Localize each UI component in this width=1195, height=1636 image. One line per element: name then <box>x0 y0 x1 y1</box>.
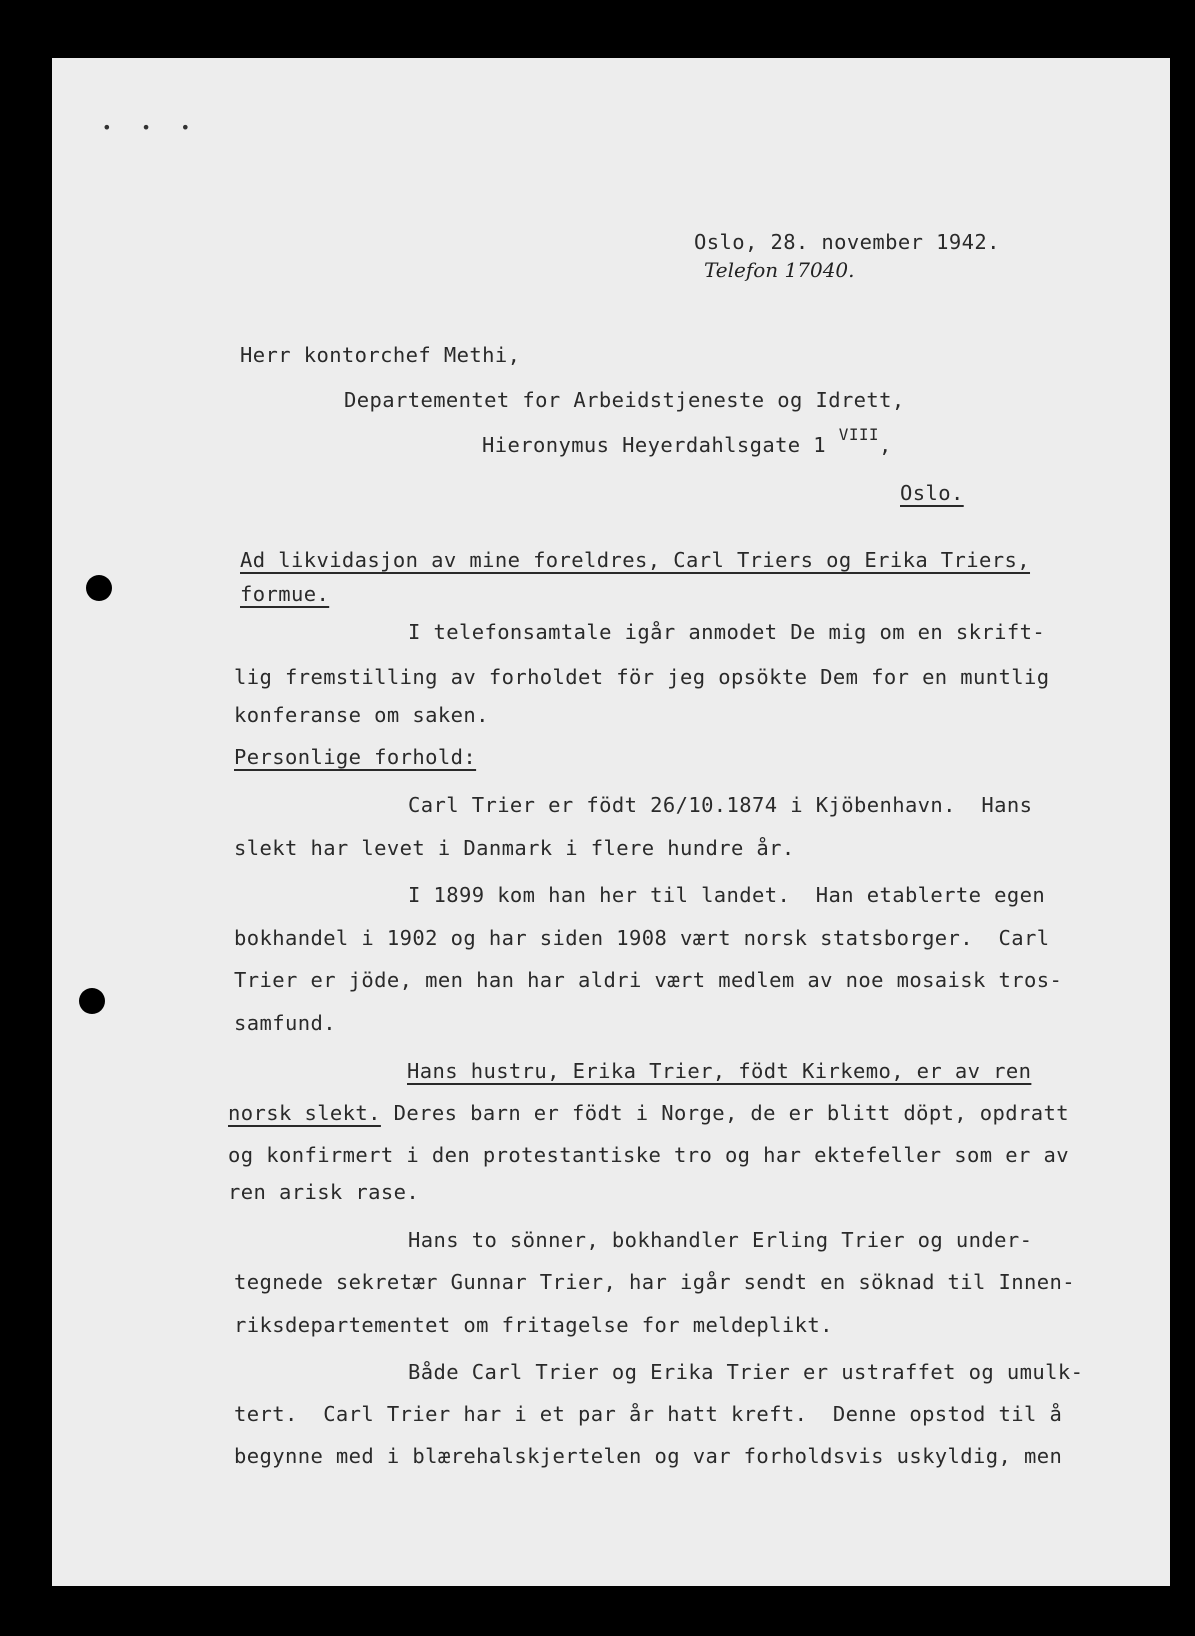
addressee-name: Herr kontorchef Methi, <box>240 343 521 367</box>
paragraph-line: lig fremstilling av forholdet för jeg opsökte Dem for en muntlig <box>234 665 1050 689</box>
paragraph-line: Trier er jöde, men han har aldri vært medlem av noe mosaisk tros- <box>234 968 1063 992</box>
paragraph-line: riksdepartementet om fritagelse for meldeplikt. <box>234 1313 833 1337</box>
section-heading: Personlige forhold: <box>234 745 477 769</box>
date-line: Oslo, 28. november 1942. <box>694 230 1000 254</box>
addressee-street: Hieronymus Heyerdahlsgate 1 $^{VIII}$, <box>482 425 892 457</box>
handwritten-phone-note: Telefon 17040. <box>704 258 855 282</box>
paragraph-line: Carl Trier er födt 26/10.1874 i Kjöbenhavn. Hans <box>408 793 1033 817</box>
paragraph-line: I 1899 kom han her til landet. Han etablerte egen <box>408 883 1046 907</box>
paragraph-line: og konfirmert i den protestantiske tro og har ektefeller som er av <box>228 1143 1069 1167</box>
addressee-department: Departementet for Arbeidstjeneste og Idrett, <box>344 388 905 412</box>
paragraph-line: slekt har levet i Danmark i flere hundre år. <box>234 836 795 860</box>
punch-hole <box>79 988 105 1014</box>
paragraph-line: Hans hustru, Erika Trier, födt Kirkemo, er av ren <box>407 1059 1032 1083</box>
paragraph-line: begynne med i blærehalskjertelen og var forholdsvis uskyldig, men <box>234 1444 1063 1468</box>
punch-hole <box>86 575 112 601</box>
paragraph-line: I telefonsamtale igår anmodet De mig om en skrift- <box>408 620 1046 644</box>
subject-line-2: formue. <box>240 582 330 606</box>
addressee-city: Oslo. <box>900 481 964 505</box>
paragraph-line: samfund. <box>234 1011 336 1035</box>
paragraph-line: tert. Carl Trier har i et par år hatt kreft. Denne opstod til å <box>234 1402 1063 1426</box>
paragraph-line: Både Carl Trier og Erika Trier er ustraffet og umulk- <box>408 1360 1084 1384</box>
paragraph-line: bokhandel i 1902 og har siden 1908 vært norsk statsborger. Carl <box>234 926 1050 950</box>
paragraph-line: norsk slekt. Deres barn er födt i Norge, de er blitt döpt, opdratt <box>228 1101 1069 1125</box>
subject-line-1: Ad likvidasjon av mine foreldres, Carl Triers og Erika Triers, <box>240 548 1031 572</box>
paragraph-line: konferanse om saken. <box>234 703 489 727</box>
header-dots: • • • <box>102 118 201 137</box>
paragraph-line: tegnede sekretær Gunnar Trier, har igår sendt en söknad til Innen- <box>234 1270 1075 1294</box>
paragraph-line: Hans to sönner, bokhandler Erling Trier og under- <box>408 1228 1033 1252</box>
paragraph-line: ren arisk rase. <box>228 1180 420 1204</box>
document-page <box>52 58 1170 1586</box>
